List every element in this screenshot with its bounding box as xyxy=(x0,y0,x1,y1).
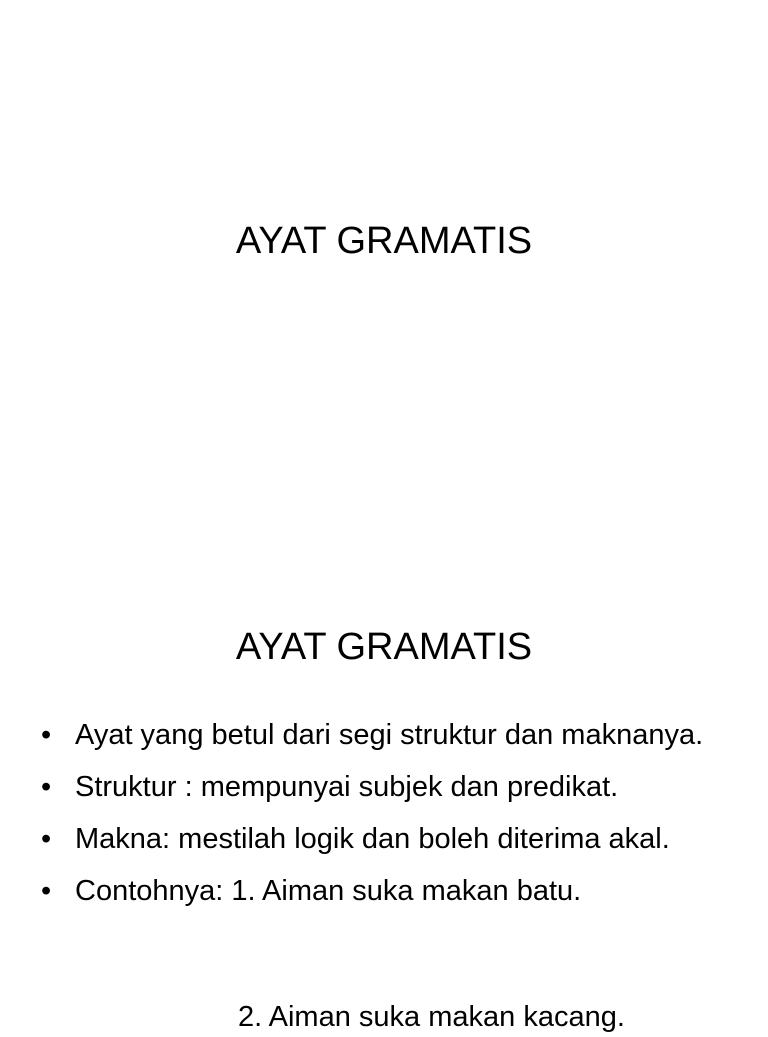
bullet-item-example xyxy=(40,872,730,911)
bullet-text: Struktur : mempunyai subjek dan predikat. xyxy=(75,771,619,803)
bullet-icon: • xyxy=(41,771,52,803)
bullet-icon: • xyxy=(41,875,52,907)
bullet-item-meaning xyxy=(40,820,730,859)
example-continuation: 2. Aiman suka makan kacang. xyxy=(238,1001,625,1033)
bullet-text: Ayat yang betul dari segi struktur dan maknanya. xyxy=(75,719,704,751)
bullet-item-definition xyxy=(40,716,730,755)
bullet-icon: • xyxy=(41,823,52,855)
slide-title: AYAT GRAMATIS xyxy=(235,626,533,668)
slide-2 xyxy=(0,576,768,1033)
bullet-list xyxy=(40,716,730,924)
bullet-icon: • xyxy=(41,719,52,751)
bullet-text: Makna: mestilah logik dan boleh diterima akal. xyxy=(75,823,670,855)
bullet-item-structure xyxy=(40,768,730,807)
bullet-text: Contohnya: 1. Aiman suka makan batu. xyxy=(75,875,582,907)
slide-title: AYAT GRAMATIS xyxy=(235,220,533,262)
